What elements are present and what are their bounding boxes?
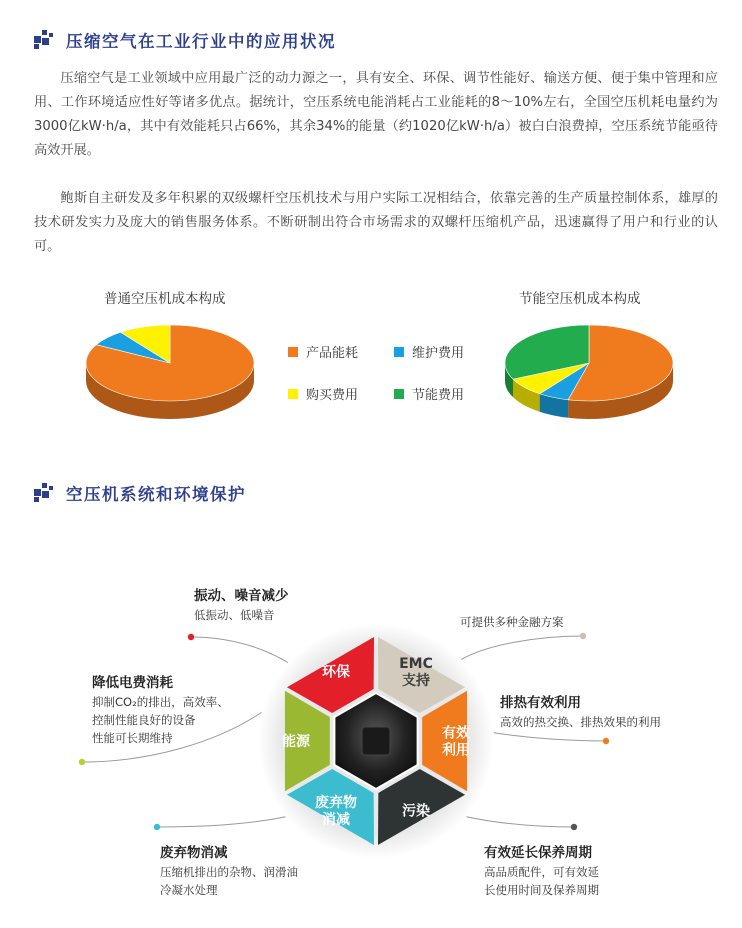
callout-title: 废弃物消减 [160,845,228,861]
callout-text: 控制性能良好的设备 [92,713,196,727]
wheel-segment-label: 支持 [402,673,430,690]
legend-label: 节能费用 [412,388,465,403]
callout-text: 长使用时间及保养周期 [484,883,599,897]
chart1-pie [80,315,280,435]
wheel-segment-label: EMC [399,656,433,673]
legend-swatch [288,347,298,357]
legend-item-energy [288,342,358,361]
callout-dot [580,633,586,639]
section2-title: 空压机系统和环境保护 [66,485,246,504]
callout-finance: 可提供多种金融方案 [460,615,564,629]
wheel-segment-label: 消减 [322,811,350,828]
callout-vibration [194,586,289,624]
wheel-segment-label: 污染 [402,803,430,820]
section1-title: 压缩空气在工业行业中的应用状况 [66,32,336,51]
company-paragraph: 鲍斯自主研发及多年积累的双级螺杆空压机技术与用户实际工况相结合，依靠完善的生产质量控制体系，雄厚的技术研发实力及庞大的销售服务体系。不断研制出符合市场需求的双螺杆压缩机产品，迅速赢得了用户和行业的认可。 [34,191,718,254]
callout-title: 降低电费消耗 [92,675,173,691]
legend-label: 维护费用 [412,346,465,361]
squares-icon [34,483,54,503]
callout-text: 压缩机排出的杂物、润滑油 [160,865,298,879]
legend-swatch [394,389,404,399]
wheel-segment-label: 利用 [442,742,470,759]
callout-energy-cost [92,673,229,747]
callout-title: 振动、噪音减少 [194,588,289,604]
callout-title: 排热有效利用 [500,695,581,711]
callout-waste [160,843,298,899]
legend-swatch [394,347,404,357]
callout-maintenance [484,843,599,899]
chart2-title: 节能空压机成本构成 [519,291,641,307]
callout-dot [154,824,160,830]
legend-item-maintenance [394,342,464,361]
chart1-title: 普通空压机成本构成 [104,291,226,307]
section2-header [34,481,246,505]
wheel-segment-label: 能源 [282,734,310,750]
legend-label: 产品能耗 [306,346,359,361]
center-emblem [362,727,390,755]
wheel-segment-label: 环保 [322,664,350,681]
legend-swatch [288,389,298,399]
callout-text: 低振动、低噪音 [194,608,275,622]
section1-header [34,28,336,52]
callout-text: 抑制CO₂的排出，高效率、 [92,695,229,709]
callout-dot [571,824,577,830]
chart2-pie [497,315,687,435]
legend-label: 购买费用 [306,388,359,403]
callout-text: 冷凝水处理 [160,883,218,897]
callout-heat [500,693,661,731]
callout-title: 有效延长保养周期 [484,845,592,861]
legend-item-purchase [288,384,358,403]
callout-dot [188,634,194,640]
chart-legend [284,338,484,404]
callout-dot [603,738,609,744]
environment-wheel [256,621,496,861]
wheel-segment-label: 废弃物 [315,794,357,811]
squares-icon [34,30,54,50]
intro-paragraph: 压缩空气是工业领域中应用最广泛的动力源之一，具有安全、环保、调节性能好、输送方便、便于集中管理和应用、工作环境适应性好等诸多优点。据统计，空压系统电能消耗占工业能耗的8～10%左右，全国空压机耗电量约为3000亿kW·h/a，其中有效能耗只占66%，其余34%的能量（约1020亿kW·h/a）被白白浪费掉，空压系统节能亟待高效开展。 [34,71,718,158]
wheel-segment-label: 有效 [442,725,470,742]
legend-item-saving [394,384,464,403]
callout-text: 高品质配件，可有效延 [484,865,599,879]
callout-text: 高效的热交换、排热效果的利用 [500,715,661,729]
callout-text: 性能可长期维持 [92,731,173,745]
callout-dot [79,759,85,765]
